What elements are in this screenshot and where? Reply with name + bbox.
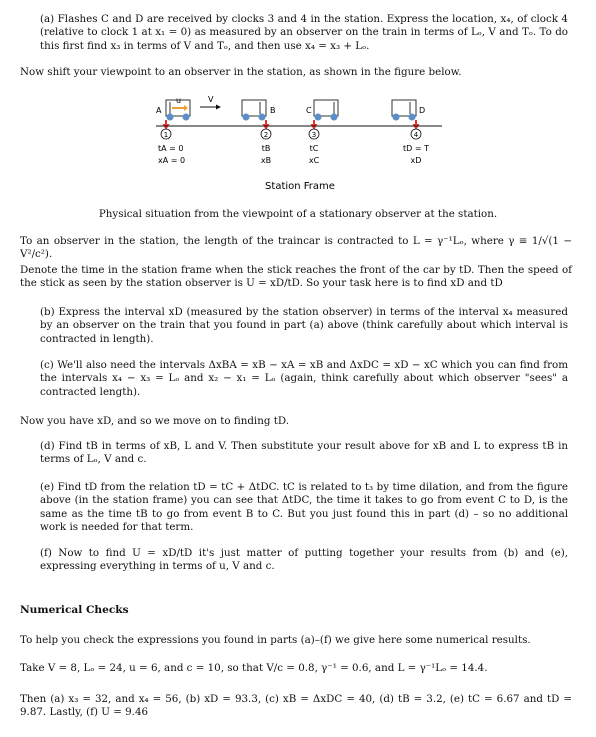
part-e-text: (e) Find tD from the relation tD = tC + ΔtDC. tC is related to t₃ by time dilation, and from the figure above (in the station frame) you can see that ΔtDC, the time it takes to go from event C to D, is the same as the time tB to go from event B to C. But you just found this in part (d) – so no additional work is needed for that term. <box>40 481 568 534</box>
reading-a-time: tA = 0 <box>158 144 184 153</box>
part-f-text: (f) Now to find U = xD/tD it's just matter of putting together your results from (b) and (e), expressing everything in terms of u, V and c. <box>40 547 568 573</box>
svg-text:4: 4 <box>413 131 419 139</box>
reading-d-position: xD <box>410 156 422 165</box>
traincar-3 <box>314 100 338 121</box>
now-text: Now you have xD, and so we move on to finding tD. <box>20 415 290 427</box>
point-label-b: B <box>270 106 276 115</box>
traincar-4 <box>392 100 416 121</box>
figure-caption: Physical situation from the viewpoint of a stationary observer at the station. <box>98 208 498 220</box>
svg-text:1: 1 <box>163 131 169 139</box>
numerical-checks-heading: Numerical Checks <box>20 604 129 616</box>
reading-b-position: xB <box>260 156 272 165</box>
part-c-text: (c) We'll also need the intervals ΔxBA = xB − xA = xB and ΔxDC = xD − xC which you can find from the intervals x₄ − x₃ = Lₒ and x₂ − x₁ = Lₒ (again, think carefully about which observer "sees" a contracted length). <box>40 359 568 398</box>
reading-a-position: xA = 0 <box>158 156 186 165</box>
numerical-take: Take V = 8, Lₒ = 24, u = 6, and c = 10, so that V/c = 0.8, γ⁻¹ = 0.6, and L = γ⁻¹Lₒ = 14.4. <box>20 662 488 674</box>
svg-text:2: 2 <box>263 131 269 139</box>
reading-b-time: tB <box>261 144 271 153</box>
u-label: u <box>176 96 182 105</box>
part-d-text: (d) Find tB in terms of xB, L and V. Then substitute your result above for xB and L to express tB in terms of Lₒ, V and c. <box>40 440 568 466</box>
reading-c-position: xC <box>308 156 320 165</box>
traincar-2 <box>242 100 266 121</box>
part-a-text: (a) Flashes C and D are received by clocks 3 and 4 in the station. Express the location, x₄, of clock 4 (relative to clock 1 at x₁ = 0) as measured by an observer on the train in terms of Lₒ, V and Tₒ. To do this first find x₃ in terms of V and Tₒ, and then use x₄ = x₃ + Lₒ. <box>40 13 568 52</box>
part-b-text: (b) Express the interval xD (measured by the station observer) in terms of the interval x₄ measured by an observer on the train that you found in part (a) above (think carefully about which interval is contracted in length). <box>40 306 568 345</box>
reading-d-time: tD = T <box>403 144 429 153</box>
svg-text:3: 3 <box>311 131 317 139</box>
point-label-d: D <box>419 106 426 115</box>
station-frame-figure <box>150 92 450 202</box>
point-label-a: A <box>156 106 162 115</box>
frame-label: Station Frame <box>265 181 335 192</box>
numerical-intro: To help you check the expressions you found in parts (a)–(f) we give here some numerical results. <box>20 634 531 646</box>
v-label: V <box>208 95 214 104</box>
contraction-text: To an observer in the station, the length of the traincar is contracted to L = γ⁻¹Lₒ, where γ ≡ 1/√(1 − V²/c²). <box>20 235 572 261</box>
denote-text: Denote the time in the station frame when the stick reaches the front of the car by tD. Then the speed of the stick as seen by the station observer is U = xD/tD. So your task here is to find xD and tD <box>20 264 572 290</box>
numerical-results: Then (a) x₃ = 32, and x₄ = 56, (b) xD = 93.3, (c) xB = ΔxDC = 40, (d) tB = 3.2, (e) tC = 6.67 and tD = 9.87. Lastly, (f) U = 9.46 <box>20 693 572 719</box>
shift-viewpoint-text: Now shift your viewpoint to an observer in the station, as shown in the figure below. <box>20 66 462 78</box>
point-label-c: C <box>306 106 312 115</box>
reading-c-time: tC <box>309 144 319 153</box>
